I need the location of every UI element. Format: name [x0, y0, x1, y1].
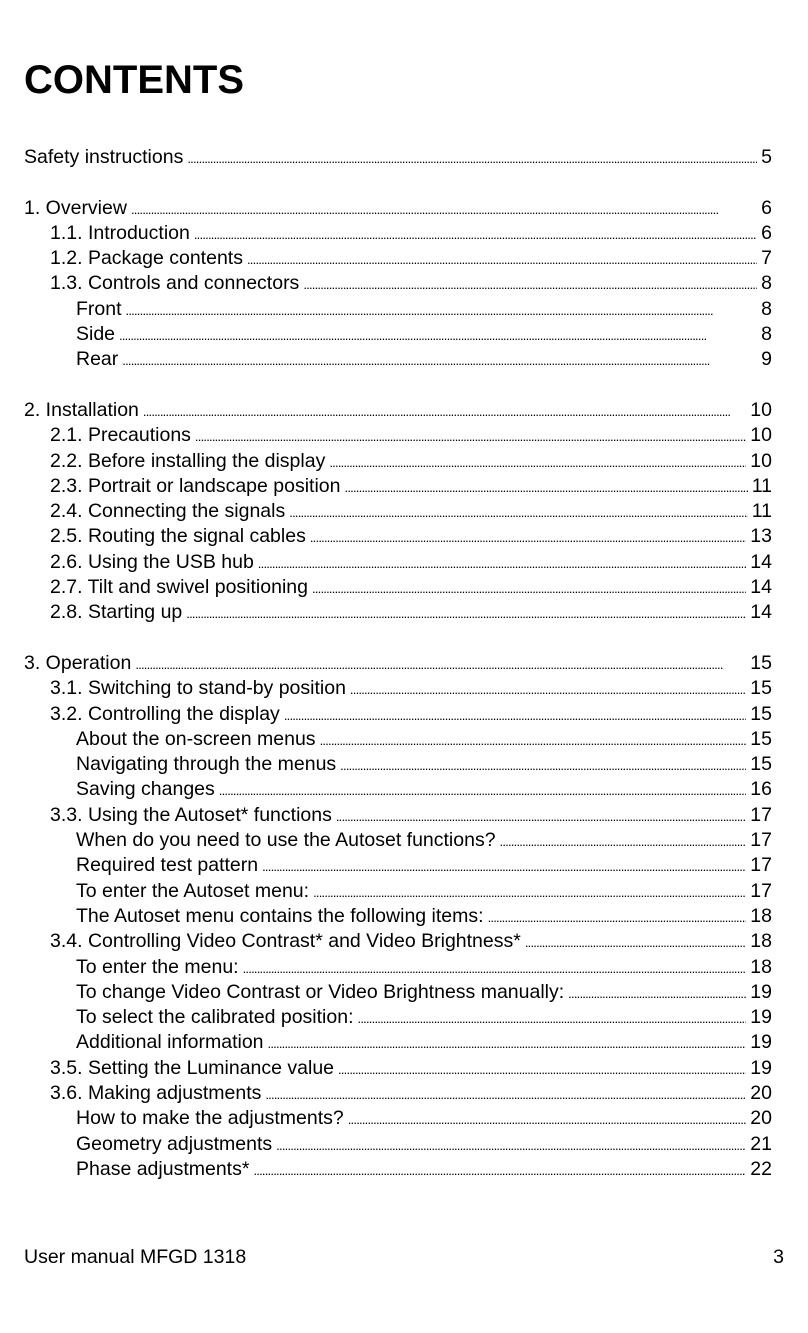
toc-entry-page: 14: [750, 576, 772, 599]
toc-entry-label: To enter the menu:: [76, 955, 239, 978]
toc-entry-label: Additional information: [76, 1031, 264, 1054]
toc-entry[interactable]: [24, 702, 772, 727]
toc-entry-page: 5: [761, 146, 772, 168]
dot-leader: [284, 703, 746, 728]
toc-entry-page: 16: [750, 778, 772, 801]
page-footer: [24, 1246, 784, 1269]
dot-leader: [243, 956, 747, 981]
toc-entry-page: 15: [750, 651, 772, 674]
dot-leader: [289, 500, 748, 525]
toc-entry-page: 10: [750, 424, 772, 447]
toc-entry-label: 1.1. Introduction: [50, 221, 190, 244]
toc-entry-label: 2.7. Tilt and swivel positioning: [50, 576, 308, 599]
toc-entry-page: 10: [750, 449, 772, 472]
toc-entry-page: 20: [750, 1107, 772, 1130]
toc-entry-label: About the on-screen menus: [76, 727, 316, 750]
toc-entry-label: Navigating through the menus: [76, 753, 337, 776]
toc-entry-label: To change Video Contrast or Video Brightness manually:: [76, 980, 565, 1003]
toc-entry[interactable]: [24, 524, 772, 549]
toc-entry-page: 17: [750, 803, 772, 826]
toc-entry-page: 19: [750, 980, 772, 1003]
dot-leader: [340, 753, 746, 778]
footer-manual-name: User manual MFGD 1318: [24, 1246, 247, 1268]
toc-entry-page: 9: [761, 348, 772, 371]
toc-entry-page: 18: [750, 904, 772, 927]
toc-entry-page: 19: [750, 1006, 772, 1029]
toc-entry[interactable]: [24, 271, 772, 296]
dot-leader: [350, 677, 746, 702]
toc-entry-label: To select the calibrated position:: [76, 1006, 354, 1029]
toc-entry[interactable]: [24, 196, 772, 221]
toc-entry-page: 15: [750, 677, 772, 700]
toc-entry[interactable]: [24, 398, 772, 423]
toc-entry[interactable]: [24, 246, 772, 271]
toc-entry-page: 22: [750, 1157, 772, 1180]
toc-entry[interactable]: [24, 1106, 772, 1131]
toc-entry-page: 10: [750, 398, 772, 421]
dot-leader: [310, 525, 746, 550]
page-title: CONTENTS: [24, 58, 244, 102]
toc-entry-label: 3.1. Switching to stand-by position: [50, 677, 346, 700]
toc-entry-label: How to make the adjustments?: [76, 1107, 344, 1130]
toc-entry-page: 17: [750, 829, 772, 852]
dot-leader: [253, 1158, 746, 1183]
dot-leader: [126, 298, 758, 323]
dot-leader: [247, 247, 757, 272]
toc-entry-page: 15: [750, 753, 772, 776]
dot-leader: [258, 551, 747, 576]
toc-section: [24, 651, 772, 1182]
toc-entry-label: 2.6. Using the USB hub: [50, 550, 254, 573]
toc-section: [24, 145, 772, 170]
dot-leader: [329, 450, 746, 475]
toc-entry[interactable]: [24, 929, 772, 954]
dot-leader: [131, 197, 757, 222]
toc-entry-label: Front: [76, 297, 122, 320]
dot-leader: [186, 601, 746, 626]
toc-entry-label: Side: [76, 323, 116, 346]
toc-entry-label: Safety instructions: [24, 146, 184, 168]
toc-entry-page: 18: [750, 955, 772, 978]
dot-leader: [122, 348, 757, 373]
toc-entry[interactable]: [24, 879, 772, 904]
toc-entry[interactable]: [24, 221, 772, 246]
toc-entry-label: 2.8. Starting up: [50, 601, 183, 624]
toc-entry-page: 14: [750, 550, 772, 573]
dot-leader: [320, 728, 747, 753]
dot-leader: [358, 1006, 747, 1031]
toc-entry[interactable]: [24, 575, 772, 600]
dot-leader: [219, 778, 747, 803]
dot-leader: [119, 323, 757, 348]
dot-leader: [194, 222, 757, 247]
toc-entry-page: 18: [750, 930, 772, 953]
dot-leader: [187, 146, 757, 171]
toc-section: [24, 398, 772, 626]
toc-entry[interactable]: [24, 777, 772, 802]
toc-entry-page: 19: [750, 1031, 772, 1054]
toc-entry[interactable]: [24, 980, 772, 1005]
toc-entry-page: 8: [761, 272, 772, 295]
toc-entry-page: 11: [751, 474, 772, 497]
dot-leader: [143, 399, 746, 424]
toc-entry-label: 2.4. Connecting the signals: [50, 500, 286, 523]
dot-leader: [336, 804, 746, 829]
toc-entry-page: 17: [750, 854, 772, 877]
toc-entry[interactable]: [24, 1157, 772, 1182]
toc-entry-label: 3. Operation: [24, 651, 132, 674]
toc-entry-page: 14: [750, 601, 772, 624]
toc-entry[interactable]: [24, 297, 772, 322]
toc-entry-label: 3.3. Using the Autoset* functions: [50, 803, 332, 826]
toc-entry[interactable]: [24, 550, 772, 575]
dot-leader: [500, 829, 747, 854]
toc-entry-page: 6: [761, 221, 772, 244]
toc-entry-page: 21: [750, 1132, 772, 1155]
footer-page-number: 3: [773, 1246, 784, 1268]
dot-leader: [488, 905, 747, 930]
dot-leader: [568, 981, 746, 1006]
toc-entry-page: 6: [761, 196, 772, 219]
toc-entry[interactable]: [24, 474, 772, 499]
toc-entry-label: 3.2. Controlling the display: [50, 702, 280, 725]
toc-entry-label: 2.1. Precautions: [50, 424, 191, 447]
dot-leader: [312, 576, 746, 601]
toc-entry-label: Geometry adjustments: [76, 1132, 273, 1155]
toc-entry-label: When do you need to use the Autoset functions?: [76, 829, 496, 852]
dot-leader: [345, 475, 748, 500]
toc-entry[interactable]: [24, 145, 772, 170]
dot-leader: [262, 854, 746, 879]
toc-entry[interactable]: [24, 499, 772, 524]
toc-entry-label: 2.3. Portrait or landscape position: [50, 474, 341, 497]
toc-section: [24, 196, 772, 373]
toc-entry-label: To enter the Autoset menu:: [76, 879, 310, 902]
toc-entry-label: 2.5. Routing the signal cables: [50, 525, 306, 548]
toc-entry[interactable]: [24, 1005, 772, 1030]
toc-entry[interactable]: [24, 1081, 772, 1106]
dot-leader: [348, 1107, 747, 1132]
toc-entry-label: 2.2. Before installing the display: [50, 449, 326, 472]
dot-leader: [303, 272, 757, 297]
toc-entry[interactable]: [24, 600, 772, 625]
toc-entry-page: 15: [750, 702, 772, 725]
dot-leader: [265, 1082, 746, 1107]
toc-entry-label: 3.6. Making adjustments: [50, 1081, 262, 1104]
dot-leader: [268, 1031, 747, 1056]
toc-entry-page: 11: [751, 500, 772, 523]
toc-entry-label: 1.3. Controls and connectors: [50, 272, 300, 295]
toc-entry-page: 8: [761, 297, 772, 320]
toc-entry[interactable]: [24, 423, 772, 448]
toc-entry-label: Phase adjustments*: [76, 1157, 250, 1180]
toc-entry-page: 19: [750, 1056, 772, 1079]
toc-entry[interactable]: [24, 752, 772, 777]
toc-entry[interactable]: [24, 803, 772, 828]
dot-leader: [195, 424, 746, 449]
toc-entry-label: 3.5. Setting the Luminance value: [50, 1056, 335, 1079]
toc-entry[interactable]: [24, 727, 772, 752]
toc-entry-page: 7: [761, 247, 772, 270]
dot-leader: [313, 880, 746, 905]
toc-entry-page: 20: [750, 1081, 772, 1104]
toc-entry[interactable]: [24, 904, 772, 929]
toc-entry-label: 3.4. Controlling Video Contrast* and Video Brightness*: [50, 930, 521, 953]
toc-entry-label: 2. Installation: [24, 398, 139, 421]
toc-entry[interactable]: [24, 347, 772, 372]
toc-entry-page: 15: [750, 727, 772, 750]
toc-entry[interactable]: [24, 449, 772, 474]
dot-leader: [525, 930, 746, 955]
toc-entry-label: 1. Overview: [24, 196, 127, 219]
toc-entry[interactable]: [24, 322, 772, 347]
toc-entry[interactable]: [24, 1030, 772, 1055]
dot-leader: [338, 1057, 746, 1082]
toc-entry[interactable]: [24, 651, 772, 676]
toc-entry-label: Rear: [76, 348, 119, 371]
toc-entry-page: 17: [750, 879, 772, 902]
toc-entry[interactable]: [24, 955, 772, 980]
toc-entry[interactable]: [24, 853, 772, 878]
toc-entry-page: 13: [750, 525, 772, 548]
dot-leader: [276, 1133, 746, 1158]
toc-entry-label: The Autoset menu contains the following items:: [76, 904, 484, 927]
toc-entry-page: 8: [761, 323, 772, 346]
toc-entry[interactable]: [24, 1056, 772, 1081]
toc-entry[interactable]: [24, 828, 772, 853]
dot-leader: [135, 652, 746, 677]
toc-entry[interactable]: [24, 1132, 772, 1157]
toc-entry-label: 1.2. Package contents: [50, 247, 243, 270]
toc-entry-label: Saving changes: [76, 778, 215, 801]
table-of-contents: [24, 145, 772, 1207]
toc-entry-label: Required test pattern: [76, 854, 259, 877]
toc-entry[interactable]: [24, 676, 772, 701]
